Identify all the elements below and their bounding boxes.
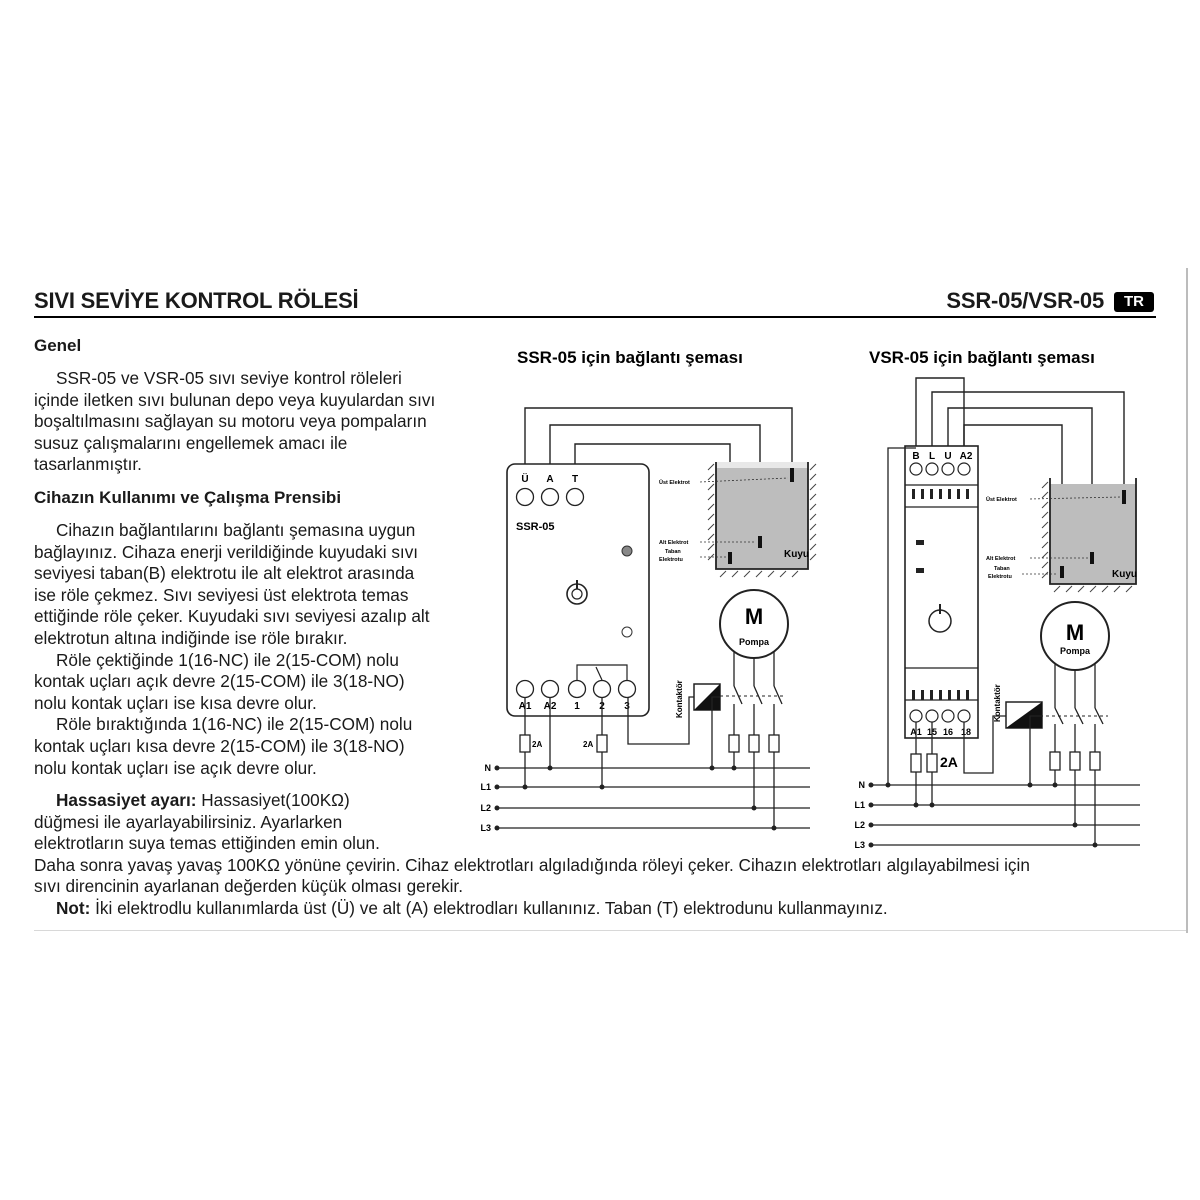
terminal-label: B — [912, 451, 920, 462]
terminal-label: A — [546, 474, 554, 485]
callout-label: Taban — [665, 549, 681, 555]
terminal — [926, 710, 938, 722]
line-label: N — [858, 780, 865, 790]
text-line: nolu kontak uçları ise kısa devre olur. — [34, 692, 317, 713]
terminal — [542, 681, 559, 698]
lower-electrode — [758, 536, 762, 548]
terminal-label: T — [571, 474, 579, 485]
vsr-device-body — [905, 446, 978, 738]
upper-electrode — [790, 468, 794, 482]
ssr-electrode-callouts — [659, 479, 690, 563]
text-line: Cihazın bağlantılarını bağlantı şemasına uygun — [56, 520, 416, 540]
fuse — [1070, 752, 1080, 770]
text-line: düğmesi ile ayarlayabilirsiniz. Ayarlarken — [34, 811, 343, 832]
callout-label: Üst Elektrot — [986, 497, 1017, 503]
text-line: nolu kontak uçları ise açık devre olur. — [34, 757, 317, 778]
power-led — [622, 546, 632, 556]
relay-led — [622, 627, 632, 637]
vsr-diagram — [854, 348, 1140, 850]
usage-heading: Cihazın Kullanımı ve Çalışma Prensibi — [34, 488, 342, 507]
text-line: ise röle çekmez. Sıvı seviyesi üst elektrota temas — [34, 584, 409, 605]
base-electrode — [728, 552, 732, 564]
well-label: Kuyu — [1112, 569, 1137, 580]
ssr-line-labels — [480, 763, 491, 833]
line-label: L2 — [854, 820, 865, 830]
contactor-label: Kontaktör — [675, 680, 684, 718]
line-label: L2 — [480, 803, 491, 813]
line-label: L3 — [480, 823, 491, 833]
callout-label: Elektrotu — [659, 557, 683, 563]
motor-letter: M — [744, 604, 764, 629]
sensitivity-label: Hassasiyet ayarı: — [56, 790, 197, 810]
text-line: tasarlanmıştır. — [34, 454, 142, 475]
fuse — [520, 735, 530, 752]
line-label: L1 — [480, 782, 491, 792]
fuse — [729, 735, 739, 752]
note-text: İki elektrodlu kullanımlarda üst (Ü) ve alt (A) elektrodları kullanınız. Taban (T) elektrodunu kullanmayınız. — [95, 897, 888, 918]
callout-label: Alt Elektrot — [986, 556, 1016, 562]
terminal — [517, 489, 534, 506]
ssr-diagram — [480, 348, 816, 833]
text-line: içinde iletken sıvı bulunan depo veya kuyulardan sıvı — [34, 389, 436, 410]
text-line: kontak uçları kısa devre 2(15-COM) ile 3(18-NO) — [34, 735, 405, 756]
terminal — [594, 681, 611, 698]
terminal-label: 15 — [926, 727, 938, 737]
text-line: elektrotun altına indiğinde ise röle bırakır. — [34, 627, 348, 648]
ssr-junctions — [495, 766, 777, 831]
fuse — [911, 754, 921, 772]
vsr-junctions — [869, 783, 1098, 848]
terminal-label: A1 — [910, 727, 922, 737]
fuse — [749, 735, 759, 752]
motor-letter: M — [1065, 620, 1085, 645]
text-line: Daha sonra yavaş yavaş 100KΩ yönüne çevirin. Cihaz elektrotları algıladığında röleyi çeker. Cihazın elektrotları algılayabilmesi için — [34, 854, 1030, 875]
terminal-label: 2 — [599, 701, 605, 712]
text-line: SSR-05 ve VSR-05 sıvı seviye kontrol röleleri — [56, 368, 402, 388]
text-line: Röle bıraktığında 1(16-NC) ile 2(15-COM) nolu — [56, 714, 413, 735]
terminal-label: A1 — [518, 701, 532, 712]
callout-label: Üst Elektrot — [659, 480, 690, 486]
terminal — [958, 463, 970, 475]
text-line: seviyesi taban(B) elektrotu ile alt elektrot arasında — [34, 563, 415, 584]
relay-led — [916, 568, 924, 573]
power-led — [916, 540, 924, 545]
line-label: L1 — [854, 800, 865, 810]
callout-label: Taban — [994, 566, 1010, 572]
terminal-label: A2 — [959, 451, 973, 462]
contactor-coil-icon — [1006, 702, 1042, 728]
terminal — [542, 489, 559, 506]
ssr-diagram-title: SSR-05 için bağlantı şeması — [517, 348, 743, 367]
text-line: boşaltılmasını sağlayan su motoru veya pompaların — [34, 411, 427, 432]
terminal — [926, 463, 938, 475]
terminal — [958, 710, 970, 722]
fuse — [927, 754, 937, 772]
note-label: Not: — [56, 897, 91, 918]
terminal-label: 1 — [574, 701, 580, 712]
vsr-electrode-callouts — [986, 496, 1017, 580]
terminal-label: 16 — [942, 727, 954, 737]
contactor-label: Kontaktör — [993, 684, 1002, 722]
terminal-label: U — [944, 451, 952, 462]
terminal — [517, 681, 534, 698]
text-line: elektrotların suya temas ettiğinden emin olun. — [34, 833, 380, 854]
model-number: SSR-05/VSR-05 — [946, 288, 1104, 313]
vsr-well — [1042, 478, 1137, 592]
fuse — [1050, 752, 1060, 770]
well-label: Kuyu — [784, 549, 809, 560]
terminal — [910, 710, 922, 722]
text-line: Hassasiyet(100KΩ) — [201, 790, 350, 810]
text-line: Röle çektiğinde 1(16-NC) ile 2(15-COM) nolu — [56, 649, 399, 670]
fuse — [769, 735, 779, 752]
base-electrode — [1060, 566, 1064, 578]
terminal — [619, 681, 636, 698]
fuse-label: 2A — [532, 740, 543, 749]
ssr-device-name: SSR-05 — [516, 521, 555, 533]
ssr-top-terminals — [517, 489, 584, 506]
terminal — [942, 463, 954, 475]
terminal — [569, 681, 586, 698]
language-badge: TR — [1114, 292, 1154, 312]
ssr-well — [708, 462, 816, 577]
terminal-label: 3 — [624, 701, 630, 712]
lower-electrode — [1090, 552, 1094, 564]
line-label: L3 — [854, 840, 865, 850]
terminal — [567, 489, 584, 506]
fuse — [1090, 752, 1100, 770]
vsr-line-labels — [854, 780, 865, 850]
callout-label: Elektrotu — [988, 574, 1012, 580]
fuse — [597, 735, 607, 752]
terminal-label: Ü — [521, 474, 529, 485]
text-line: kontak uçları açık devre 2(15-COM) ile 3(18-NO) — [34, 671, 405, 692]
callout-label: Alt Elektrot — [659, 540, 689, 546]
document-title: SIVI SEVİYE KONTROL RÖLESİ — [34, 288, 359, 313]
text-line: bağlayınız. Cihaza enerji verildiğinde kuyudaki sıvı — [34, 541, 419, 562]
terminal — [910, 463, 922, 475]
vsr-supply-lines — [871, 785, 1140, 845]
text-line: sıvı direncinin ayarlanan değerden küçük olması gerekir. — [34, 876, 463, 897]
fuse-label: 2A — [583, 740, 594, 749]
terminal-label: L — [928, 451, 936, 462]
vsr-motor-icon — [1041, 602, 1109, 670]
ssr-motor-icon — [720, 590, 788, 658]
text-line: ettiğinde röle çeker. Kuyudaki sıvı seviyesi azalıp alt — [34, 606, 430, 627]
motor-label: Pompa — [1059, 646, 1091, 656]
fuse-label: 2A — [940, 754, 958, 770]
terminal — [942, 710, 954, 722]
motor-label: Pompa — [738, 637, 770, 647]
terminal-label: 18 — [960, 727, 972, 737]
terminal-label: A2 — [543, 701, 557, 712]
upper-electrode — [1122, 490, 1126, 504]
vsr-diagram-title: VSR-05 için bağlantı şeması — [869, 348, 1095, 367]
text-line: susuz çalışmalarını engellemek amacı ile — [34, 432, 348, 453]
ssr-supply-lines — [497, 768, 810, 828]
genel-heading: Genel — [34, 336, 82, 355]
line-label: N — [484, 763, 491, 773]
